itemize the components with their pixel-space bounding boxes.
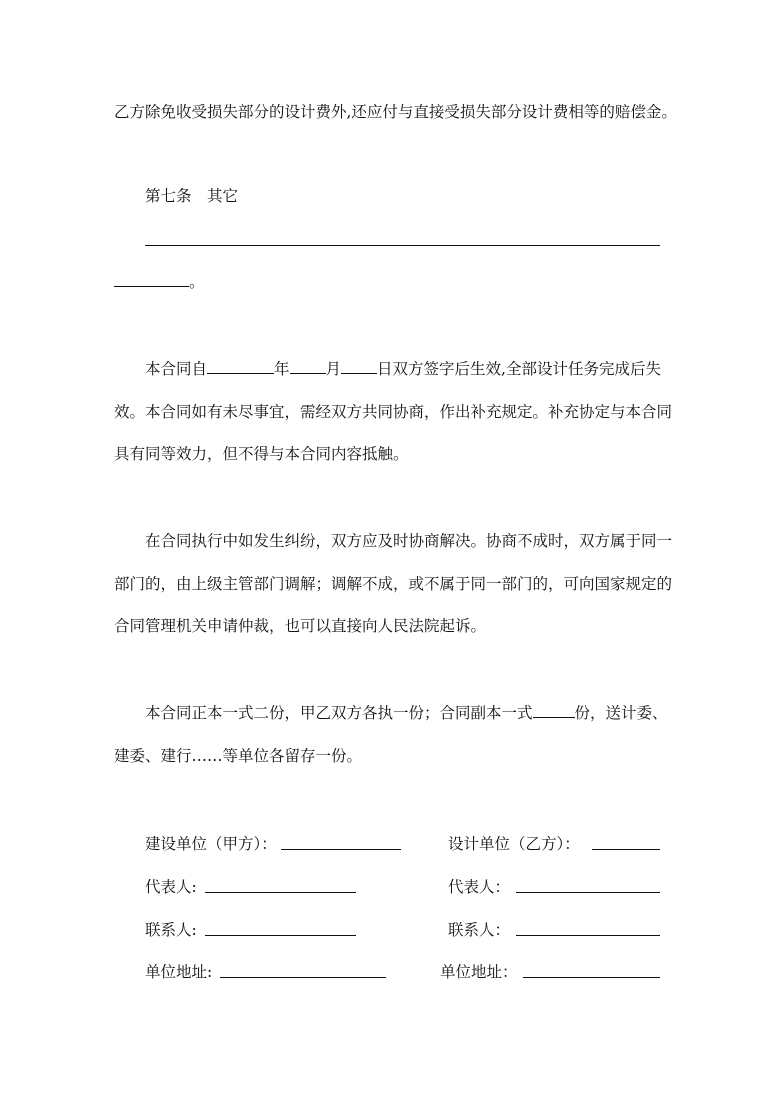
paragraph-effective-l2 (114, 402, 672, 422)
effective-text-b: 年 (274, 360, 290, 378)
contact-a-field[interactable] (205, 935, 356, 936)
contact-b-label: 联系人： (448, 921, 511, 939)
article-7-blank[interactable] (114, 272, 189, 287)
party-a-label: 建设单位（甲方）： (145, 835, 277, 853)
article-7-blank-line-1[interactable] (145, 245, 660, 246)
dispute-text-l1: 在合同执行中如发生纠纷，双方应及时协商解决。协商不成时，双方属于同一 (145, 532, 673, 550)
effective-text-a: 本合同自 (145, 360, 208, 378)
article-7-blank-line-2 (114, 272, 205, 292)
day-blank[interactable] (341, 359, 377, 374)
dispute-text-l2: 部门的，由上级主管部门调解；调解不成，或不属于同一部门的，可向国家规定的 (114, 575, 673, 593)
rep-a-label: 代表人: (145, 878, 197, 896)
year-blank[interactable] (207, 359, 274, 374)
paragraph-copies-l1 (145, 703, 668, 723)
paragraph-copies-l2 (114, 746, 362, 766)
contact-a-label: 联系人: (145, 921, 197, 939)
effective-text-c: 月 (325, 360, 342, 378)
paragraph-effective-l1 (145, 359, 661, 379)
party-b-label: 设计单位（乙方）： (448, 835, 580, 853)
paragraph-dispute-l2 (114, 574, 672, 594)
rep-b-field[interactable] (516, 892, 660, 893)
paragraph-effective-l3 (114, 444, 409, 464)
effective-text-l3: 具有同等效力，但不得与本合同内容抵触。 (114, 445, 409, 463)
copies-blank[interactable] (533, 703, 575, 718)
article-7-heading-text: 第七条 其它 (145, 187, 239, 205)
address-b-label: 单位地址： (440, 963, 518, 981)
rep-b-label: 代表人： (448, 878, 511, 896)
address-a-label: 单位地址: (145, 963, 213, 981)
article-7-end-mark: 。 (189, 273, 205, 291)
paragraph-compensation (114, 102, 677, 122)
address-b-field[interactable] (523, 977, 660, 978)
copies-text-a: 本合同正本一式二份，甲乙双方各执一份；合同副本一式 (145, 704, 533, 722)
month-blank[interactable] (290, 359, 326, 374)
paragraph-dispute-l1 (145, 531, 672, 551)
dispute-text-l3: 合同管理机关申请仲裁，也可以直接向人民法院起诉。 (114, 617, 487, 635)
compensation-text: 乙方除免收受损失部分的设计费外,还应付与直接受损失部分设计费相等的赔偿金。 (114, 103, 677, 121)
rep-a-field[interactable] (205, 892, 356, 893)
copies-text-l2: 建委、建行……等单位各留存一份。 (114, 747, 363, 765)
paragraph-dispute-l3 (114, 616, 486, 636)
effective-text-d: 日双方签字后生效,全部设计任务完成后失 (377, 360, 661, 378)
contact-b-field[interactable] (516, 935, 660, 936)
party-b-field[interactable] (592, 849, 660, 850)
address-a-field[interactable] (220, 977, 386, 978)
party-a-field[interactable] (281, 849, 401, 850)
article-7-heading (145, 186, 238, 206)
effective-text-l2: 效。本合同如有未尽事宜，需经双方共同协商，作出补充规定。补充协定与本合同 (114, 403, 673, 421)
copies-text-b: 份，送计委、 (574, 704, 668, 722)
